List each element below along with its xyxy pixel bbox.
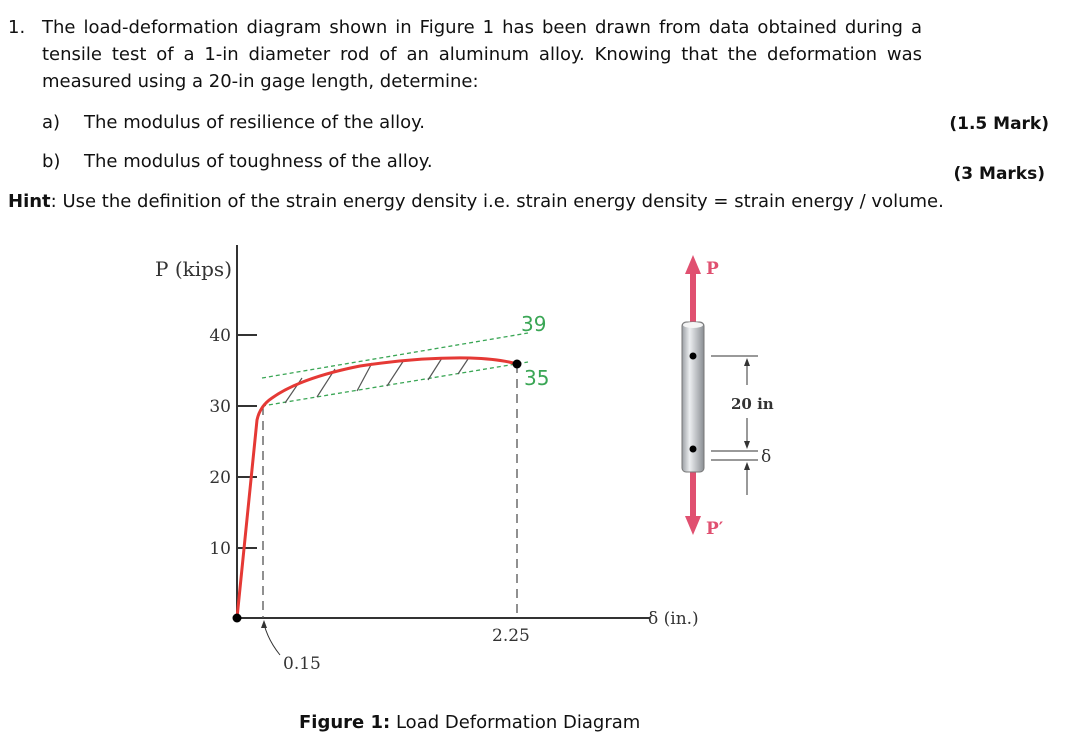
figure-caption [299,709,640,736]
part-b-text: The modulus of toughness of the alloy. [84,151,433,172]
upper-green-line [262,333,528,378]
part-a-marks: (1.5 Mark) [949,114,1049,134]
load-curve [237,358,517,618]
x-label-end: 2.25 [492,626,530,646]
end-point [513,360,522,369]
hint-text: : Use the definition of the strain energy density i.e. strain energy density = strain energy / volume. [50,191,944,212]
gage-mark-top [690,353,697,360]
y-tick-20: 20 [209,468,231,488]
green-label-35: 35 [524,366,550,390]
x-label-yield: 0.15 [283,654,321,674]
part-b-label: b) [42,151,61,172]
part-b-marks: (3 Marks) [953,164,1045,184]
y-tick-10: 10 [209,539,231,559]
dimension-lines [711,356,758,495]
y-tick-30: 30 [209,397,231,417]
question-line-2: tensile test of a 1-in diameter rod of an aluminum alloy. Knowing that the deformation was [42,44,922,65]
hint-label: Hint [8,191,51,212]
force-label-p-prime: P′ [706,519,724,539]
x-axis-label: δ (in.) [648,609,699,629]
y-axis-label: P (kips) [155,257,233,281]
caption-label: Figure 1: [299,712,391,733]
part-a-label: a) [42,112,61,133]
force-label-p: P [706,259,719,279]
lower-green-line [262,362,528,406]
yield-pointer [264,624,280,655]
question-number: 1. [8,17,26,38]
question-line-1: The load-deformation diagram shown in Figure 1 has been drawn from data obtained during a [42,17,922,38]
question-line-3: measured using a 20-in gage length, determine: [42,71,479,92]
green-label-39: 39 [521,312,547,336]
origin-point [233,614,242,623]
gage-length-label: 20 in [731,395,774,413]
part-a-text: The modulus of resilience of the alloy. [84,112,425,133]
caption-text: Load Deformation Diagram [390,712,641,733]
delta-label: δ [761,447,772,467]
gage-mark-bottom [690,446,697,453]
y-tick-40: 40 [209,326,231,346]
